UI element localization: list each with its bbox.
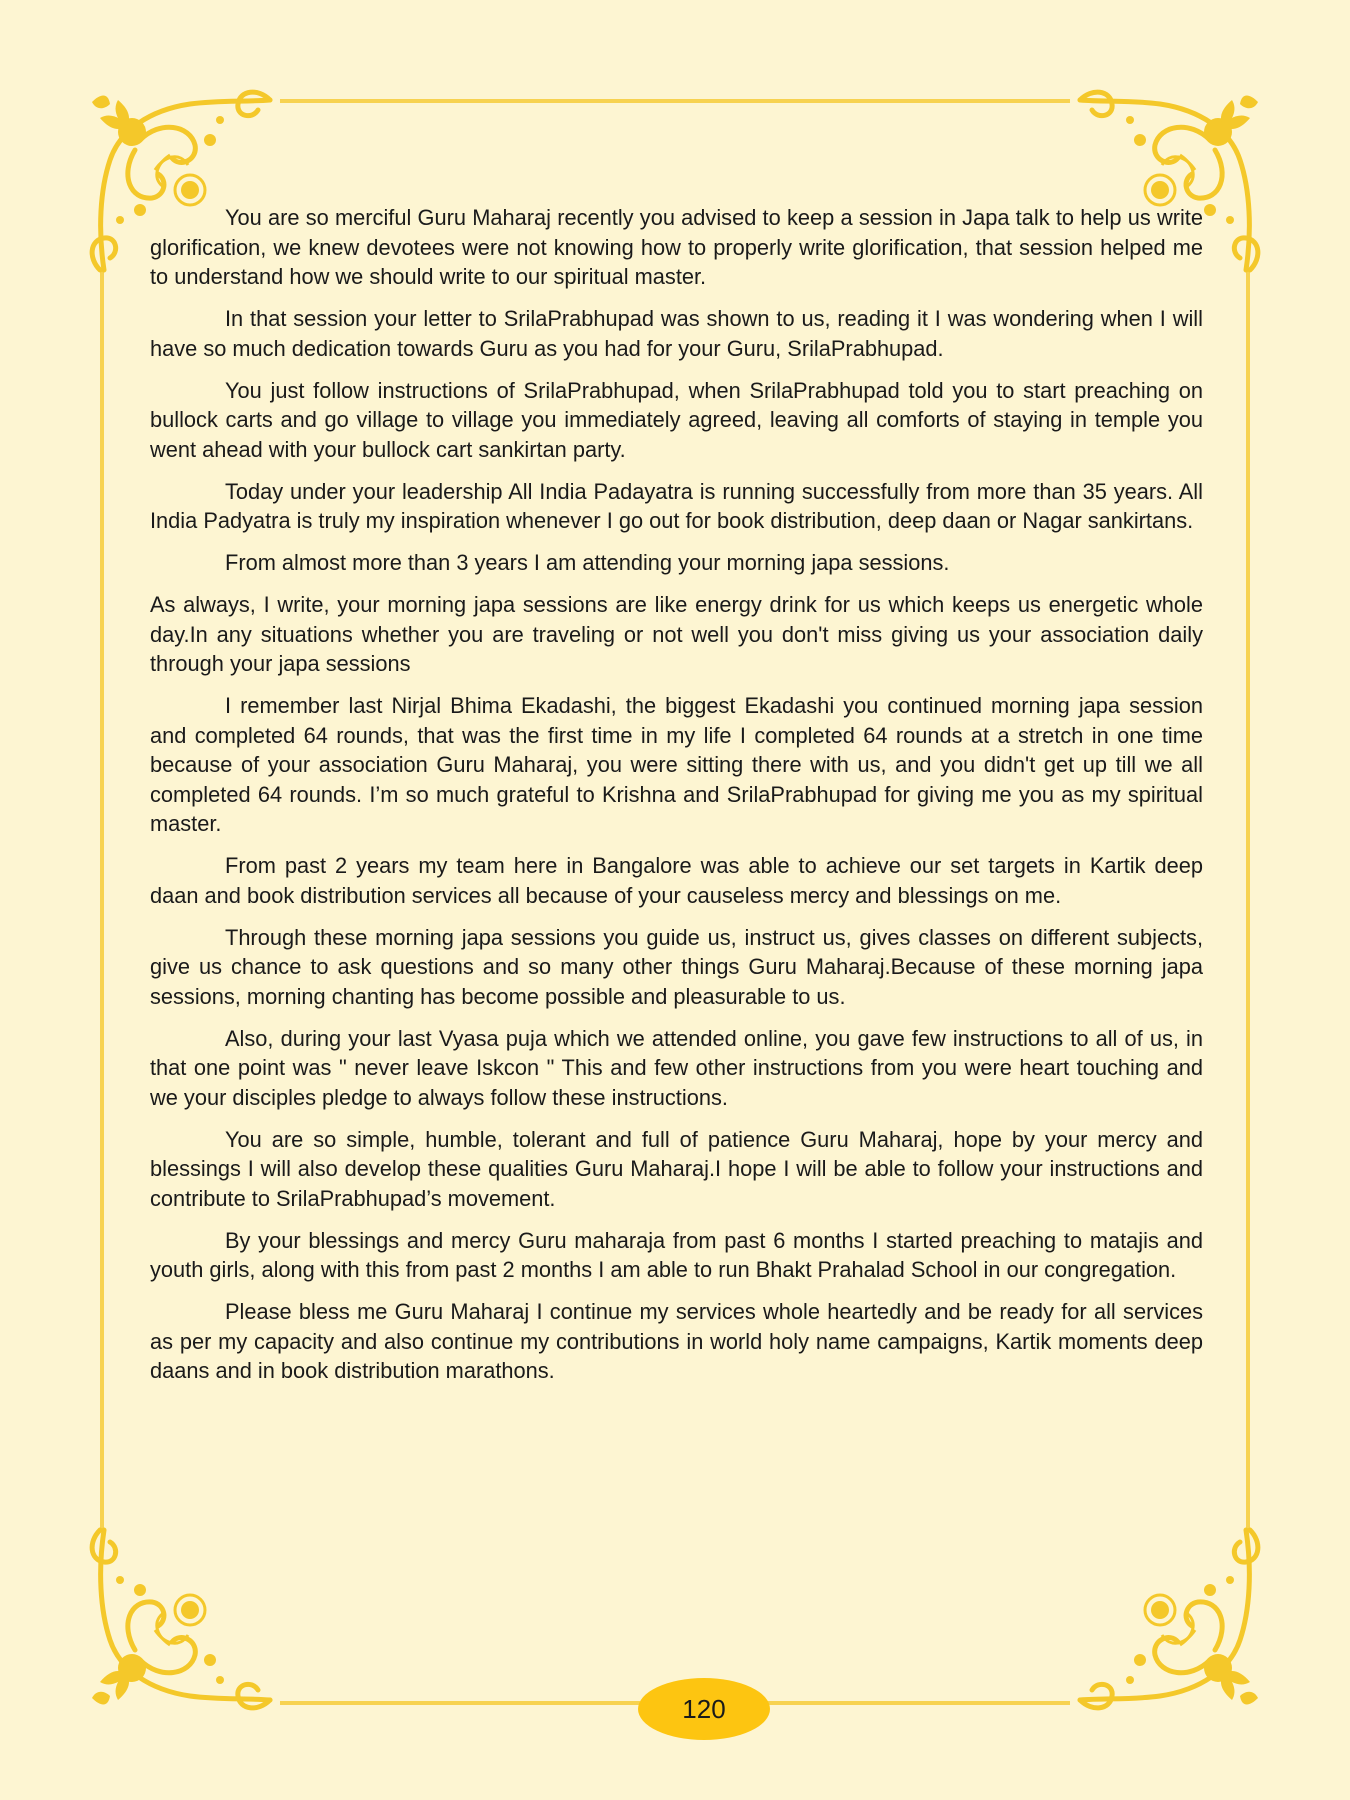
paragraph: You just follow instructions of SrilaPrabhupad, when SrilaPrabhupad told you to start preaching on bullock carts and go village to village you immediately agreed, leaving all comforts of staying in temple you went ahead with your bullock cart sankirtan party. [150,377,1203,462]
corner-ornament-bottom-right [1070,1520,1270,1720]
paragraph: You are so simple, humble, tolerant and full of patience Guru Maharaj, hope by your mercy and blessings I will also develop these qualities Guru Maharaj.I hope I will be able to follow your instructions and contribute to SrilaPrabhupad’s movement. [150,1126,1203,1211]
paragraph: You are so merciful Guru Maharaj recently you advised to keep a session in Japa talk to help us write glorification, we knew devotees were not knowing how to properly write glorification, that session helped me to understand how we should write to our spiritual master. [150,205,1203,289]
frame-bottom-left-line [280,1701,640,1705]
frame-top-line [280,99,1070,103]
paragraph: In that session your letter to SrilaPrabhupad was shown to us, reading it I was wondering when I will have so much dedication towards Guru as you had for your Guru, SrilaPrabhupad. [150,306,1203,361]
paragraph: From past 2 years my team here in Bangalore was able to achieve our set targets in Kartik deep daan and book distribution services all because of your causeless mercy and blessings on me. [150,853,1203,908]
letter-body [150,203,1203,1398]
paragraph: Today under your leadership All India Padayatra is running successfully from more than 35 years. All India Padyatra is truly my inspiration whenever I go out for book distribution, deep daan or Nagar sankirtans. [150,478,1203,533]
paragraph: Also, during your last Vyasa puja which we attended online, you gave few instructions to all of us, in that one point was " never leave Iskcon " This and few other instructions from you were heart touching and we your disciples pledge to always follow these instructions. [150,1025,1203,1110]
frame-right-line [1246,270,1250,1530]
frame-bottom-right-line [760,1701,1070,1705]
paragraph: As always, I write, your morning japa sessions are like energy drink for us which keeps us energetic whole day.In any situations whether you are traveling or not well you don't miss giving us your association daily through your japa sessions [150,592,1203,676]
floral-ornament-icon [1070,1520,1270,1720]
page-number-badge [638,1678,770,1740]
paragraph: By your blessings and mercy Guru maharaja from past 6 months I started preaching to matajis and youth girls, along with this from past 2 months I am able to run Bhakt Prahalad School in our congregation. [150,1227,1203,1282]
frame-left-line [100,270,104,1530]
page-number: 120 [682,1693,726,1724]
paragraph: Through these morning japa sessions you guide us, instruct us, gives classes on different subjects, give us chance to ask questions and so many other things Guru Maharaj.Because of these morning japa sessions, morning chanting has become possible and pleasurable to us. [150,924,1203,1009]
paragraph: I remember last Nirjal Bhima Ekadashi, the biggest Ekadashi you continued morning japa session and completed 64 rounds, that was the first time in my life I completed 64 rounds at a stretch in one time because of your association Guru Maharaj, you were sitting there with us, and you didn't get up till we all completed 64 rounds. I’m so much grateful to Krishna and SrilaPrabhupad for giving me you as my spiritual master. [150,693,1203,836]
floral-ornament-icon [80,1520,280,1720]
corner-ornament-bottom-left [80,1520,280,1720]
paragraph: Please bless me Guru Maharaj I continue my services whole heartedly and be ready for all services as per my capacity and also continue my contributions in world holy name campaigns, Kartik moments deep daans and in book distribution marathons. [150,1299,1203,1383]
paragraph: From almost more than 3 years I am attending your morning japa sessions. [225,550,950,575]
